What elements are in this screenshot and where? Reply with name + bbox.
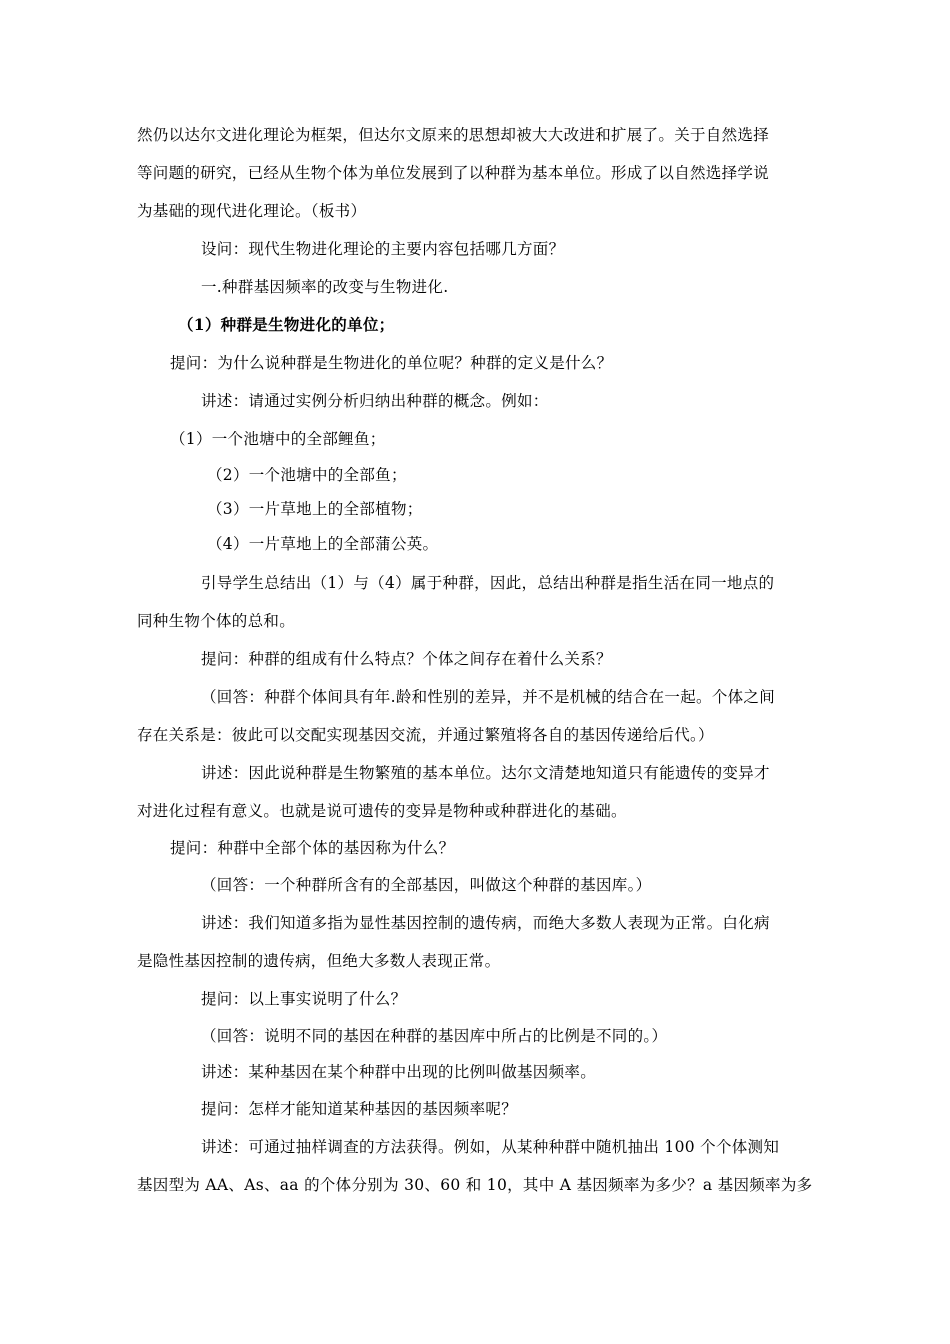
paragraph-line: （回答：种群个体间具有年.龄和性别的差异，并不是机械的结合在一起。个体之间 — [201, 688, 776, 706]
paragraph-line: 设问：现代生物进化理论的主要内容包括哪几方面？ — [201, 240, 565, 258]
paragraph-line: 提问：种群中全部个体的基因称为什么？ — [170, 839, 455, 857]
subsection-heading: （1）种群是生物进化的单位； — [178, 315, 395, 334]
list-item: （3）一片草地上的全部植物； — [207, 500, 423, 518]
paragraph-line: （回答：说明不同的基因在种群的基因库中所占的比例是不同的。） — [201, 1027, 668, 1045]
paragraph-line: 等问题的研究，已经从生物个体为单位发展到了以种群为基本单位。形成了以自然选择学说 — [137, 164, 770, 182]
paragraph-line: 存在关系是：彼此可以交配实现基因交流，并通过繁殖将各自的基因传递给后代。） — [137, 726, 714, 744]
paragraph-line: 对进化过程有意义。也就是说可遗传的变异是物种或种群进化的基础。 — [137, 802, 627, 820]
list-item: （2）一个池塘中的全部鱼； — [207, 466, 407, 484]
list-item: （1）一个池塘中的全部鲤鱼； — [170, 430, 386, 448]
paragraph-line: 讲述：因此说种群是生物繁殖的基本单位。达尔文清楚地知道只有能遗传的变异才 — [201, 764, 770, 782]
paragraph-line: 同种生物个体的总和。 — [137, 612, 296, 630]
paragraph-line: 讲述：我们知道多指为显性基因控制的遗传病，而绝大多数人表现为正常。白化病 — [201, 914, 770, 932]
paragraph-line: 讲述：某种基因在某个种群中出现的比例叫做基因频率。 — [201, 1063, 597, 1081]
paragraph-line: 引导学生总结出（1）与（4）属于种群，因此，总结出种群是指生活在同一地点的 — [201, 574, 775, 592]
section-heading: 一.种群基因频率的改变与生物进化. — [201, 278, 449, 296]
list-item: （4）一片草地上的全部蒲公英。 — [207, 535, 439, 553]
paragraph-line: 讲述：可通过抽样调查的方法获得。例如，从某种种群中随机抽出 100 个个体测知 — [201, 1138, 780, 1156]
paragraph-line: 然仍以达尔文进化理论为框架，但达尔文原来的思想却被大大改进和扩展了。关于自然选择 — [137, 126, 770, 144]
paragraph-line: 提问：怎样才能知道某种基因的基因频率呢？ — [201, 1100, 518, 1118]
paragraph-line: 是隐性基因控制的遗传病，但绝大多数人表现正常。 — [137, 952, 501, 970]
paragraph-line: 提问：以上事实说明了什么？ — [201, 990, 407, 1008]
paragraph-line: 基因型为 AA、As、aa 的个体分别为 30、60 和 10，其中 A 基因频率为多少？a 基因频率为多 — [137, 1176, 813, 1194]
paragraph-line: 为基础的现代进化理论。（板书） — [137, 202, 367, 220]
paragraph-line: 讲述：请通过实例分析归纳出种群的概念。例如： — [201, 392, 549, 410]
paragraph-line: 提问：为什么说种群是生物进化的单位呢？种群的定义是什么？ — [170, 354, 613, 372]
paragraph-line: 提问：种群的组成有什么特点？个体之间存在着什么关系？ — [201, 650, 612, 668]
paragraph-line: （回答：一个种群所含有的全部基因，叫做这个种群的基因库。） — [201, 876, 652, 894]
